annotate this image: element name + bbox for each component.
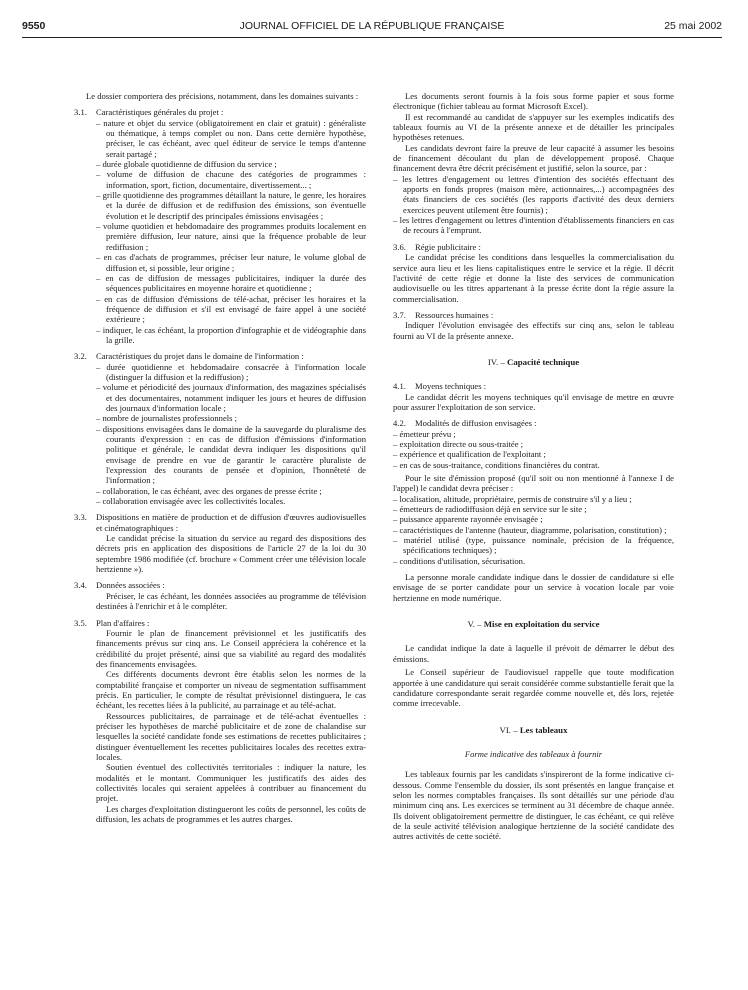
list-item: – exploitation directe ou sous-traitée ; — [393, 438, 524, 449]
section-3-1-heading: 3.1. Caractéristiques générales du projet : — [74, 107, 224, 118]
paragraph: Ces différents documents devront être établis selon les normes de la comptabilité française et comporter un niveau de segmentation suffisamment précis. En particulier, le compte de résultat prévisionnel distinguera, le cas échéant, les recettes liées à la publicité, au parrainage et au télé-achat. — [96, 669, 366, 711]
section-4-1-heading: 4.1. Moyens techniques : — [393, 381, 487, 392]
paragraph: Le Conseil supérieur de l'audiovisuel rappelle que toute modification apportée à une candidature qui serait considérée comme substantielle ferait que la candidature correspondante serait regardée comme nouvelle et, dès lors, rejetée comme irrecevable. — [393, 667, 674, 709]
paragraph: Les tableaux fournis par les candidats s'inspireront de la forme indicative ci-dessous. Comme l'ensemble du dossier, ils sont présentés en langue française et selon les normes comptables françaises. Ils sont détaillés sur une période d'au minimum cinq ans. Les exercices se terminent au 31 décembre de chaque année. Ils doivent obligatoirement permettre de distinguer, le cas échéant, ce qui relève de la seule activité télévision analogique hertzienne de la société candidate des autres activités de cette société. — [393, 769, 674, 842]
list-item: – les lettres d'engagement ou lettres d'intention d'établissements financiers en cas de recours à l'emprunt. — [393, 215, 674, 236]
section-3-3-text: Le candidat précise la situation du service au regard des dispositions des décrets pris en application des dispositions de l'article 27 de la loi du 30 septembre 1986 modifiée (cf. brochure « Comment créer une télévision locale hertzienne »). — [96, 533, 366, 575]
section-3-7-text: Indiquer l'évolution envisagée des effectifs sur cinq ans, selon le tableau fourni au VI de la présente annexe. — [393, 320, 674, 341]
list-item: – émetteurs de radiodiffusion déjà en service sur le site ; — [393, 504, 587, 515]
list-item: – conditions d'utilisation, sécurisation. — [393, 555, 526, 566]
section-4-1-text: Le candidat décrit les moyens techniques qu'il envisage de mettre en œuvre pour assurer l'exploitation de son service. — [393, 391, 674, 412]
paragraph: Pour le site d'émission proposé (qu'il soit ou non mentionné à l'annexe I de l'appel) le candidat devra préciser : — [393, 473, 674, 494]
section-3-6-heading: 3.6. Régie publicitaire : — [393, 241, 481, 252]
section-vi-title: VI. – Les tableaux — [499, 724, 568, 735]
section-3-4-heading: 3.4. Données associées : — [74, 580, 165, 591]
list-item: – émetteur prévu ; — [393, 428, 456, 439]
list-item: – grille quotidienne des programmes détaillant la nature, le genre, les horaires et la durée de diffusion et de rediffusion des émissions, son éventuelle évolution et le descriptif des principales émissions envisagées ; — [96, 190, 366, 221]
section-3-4-text: Préciser, le cas échéant, les données associées au programme de télévision destinées à l'enrichir et à le compléter. — [96, 590, 366, 612]
paragraph: Soutien éventuel des collectivités territoriales : indiquer la nature, les modalités et le montant. Communiquer les justificatifs des aides des collectivités locales qui seraient appelées à contribuer au financement du projet. — [96, 762, 366, 804]
section-v-title: V. – Mise en exploitation du service — [467, 619, 600, 630]
list-item: – nature et objet du service (obligatoirement en clair et gratuit) : généraliste ou thématique, à temps complet ou non. Dans cette dernière hypothèse, préciser, le cas échéant, avec quel éditeur de service le temps d'antenne serait partagé ; — [96, 117, 366, 159]
issue-date: 25 mai 2002 — [664, 20, 722, 32]
list-item: – volume de diffusion de chacune des catégories de programmes : information, sport, fiction, documentaire, divertissement... ; — [96, 169, 366, 190]
page-header — [22, 20, 722, 34]
list-item: – les lettres d'engagement ou lettres d'intention des sociétés effectuant des apports en fonds propres (maison mère, actionnaires,...) accompagnées des états financiers de ces sociétés (les rapports d'activité des deux derniers exercices peuvent utilement être fournis) ; — [393, 173, 674, 215]
section-4-2-heading: 4.2. Modalités de diffusion envisagées : — [393, 418, 537, 429]
page-number: 9550 — [22, 20, 46, 32]
list-item: – nombre de journalistes professionnels ; — [96, 413, 238, 424]
section-iv-title: IV. – Capacité technique — [487, 356, 580, 367]
paragraph: Il est recommandé au candidat de s'appuyer sur les exemples indicatifs des tableaux fournis au VI de la présente annexe et de détailler les principales hypothèses retenues. — [393, 111, 674, 143]
paragraph: Fournir le plan de financement prévisionnel et les justificatifs des financements prévus sur cinq ans. Le Conseil appréciera la cohérence et la crédibilité du projet présenté, ainsi que sa viabilité au regard des modalités des financements envisagées. — [96, 627, 366, 669]
header-rule — [22, 37, 722, 38]
list-item: – volume quotidien et hebdomadaire des programmes produits localement en première diffusion, leur nature, ainsi que la fréquence probable de leur rediffusion ; — [96, 221, 366, 252]
list-item: – expérience et qualification de l'exploitant ; — [393, 449, 546, 460]
list-item: – collaboration, le cas échéant, avec des organes de presse écrite ; — [96, 485, 322, 496]
list-item: – en cas de diffusion de messages publicitaires, indiquer la durée des séquences publicitaires en moyenne horaire et quotidienne ; — [96, 272, 366, 294]
list-item: – volume et périodicité des journaux d'information, des magazines spécialisés et des documentaires, notamment indiquer les jours et heures de diffusion des journaux d'information locale ; — [96, 382, 366, 413]
list-item: – en cas d'achats de programmes, préciser leur nature, le volume global de diffusion et, si possible, leur origine ; — [96, 252, 366, 273]
left-column — [74, 91, 366, 824]
list-item: – localisation, altitude, propriétaire, permis de construire s'il y a lieu ; — [393, 493, 632, 504]
list-item: – matériel utilisé (type, puissance nominale, précision de la fréquence, spécifications techniques) ; — [393, 535, 674, 556]
section-3-6-text: Le candidat précise les conditions dans lesquelles la commercialisation du service aura lieu et les liens capitalistiques entre le service et la régie. Il décrit l'activité de cette régie et donne la liste des services de communication audiovisuelle ou les titres appartenant à la presse écrite dont la régie assure la commercialisation. — [393, 252, 674, 304]
right-column — [393, 91, 674, 842]
section-3-5-heading: 3.5. Plan d'affaires : — [74, 617, 150, 628]
paragraph: Les charges d'exploitation distingueront les coûts de personnel, les coûts de diffusion, les achats de programmes et les autres charges. — [96, 803, 366, 825]
section-3-7-heading: 3.7. Ressources humaines : — [393, 309, 494, 320]
list-item: – en cas de diffusion d'émissions de télé-achat, préciser les horaires et la fréquence de diffusion et s'il est envisagé de faire appel à une société extérieure ; — [96, 293, 366, 325]
paragraph: Les candidats devront faire la preuve de leur capacité à assumer les besoins de financement découlant du plan de développement proposé. Chaque financement devra être décrit précisément et justifié, selon la source, par : — [393, 142, 674, 174]
list-item: – puissance apparente rayonnée envisagée ; — [393, 514, 543, 525]
paragraph: La personne morale candidate indique dans le dossier de candidature si elle envisage de se porter candidate pour un service à vocation locale par voie hertzienne en mode numérique. — [393, 572, 674, 603]
list-item: – dispositions envisagées dans le domaine de la sauvegarde du pluralisme des courants d'expression : en cas de diffusion d'émissions d'information politique et générale, le candidat devra indiquer les dispositions qu'il envisage de prendre en vue de garantir le caractère pluraliste de l'expression des courants de pensée et d'opinion, l'honnêteté de l'information ; — [96, 423, 366, 486]
paragraph: Ressources publicitaires, de parrainage et de télé-achat éventuelles : préciser les hypothèses de marché publicitaire et de zone de chalandise sur lesquelles la société candidate fonde ses estimations de recettes publicitaires ; distinguer éventuellement les recettes publicitaires locales des recettes extra-locales. — [96, 710, 366, 762]
journal-title: JOURNAL OFFICIEL DE LA RÉPUBLIQUE FRANÇAISE — [239, 20, 505, 32]
section-3-2-heading: 3.2. Caractéristiques du projet dans le domaine de l'information : — [74, 351, 304, 362]
list-item: – durée quotidienne et hebdomadaire consacrée à l'information locale (distinguer la diffusion et la rediffusion) ; — [96, 361, 366, 382]
paragraph: Les documents seront fournis à la fois sous forme papier et sous forme électronique (fichier tableau au format Microsoft Excel). — [393, 91, 674, 112]
paragraph: Le candidat indique la date à laquelle il prévoit de démarrer le début des émissions. — [393, 643, 674, 664]
list-item: – indiquer, le cas échéant, la proportion d'infographie et de vidéographie dans la grille. — [96, 324, 366, 345]
section-3-3-heading: 3.3. Dispositions en matière de production et de diffusion d'œuvres audiovisuelles et cinématographiques : — [74, 512, 366, 533]
list-item: – en cas de sous-traitance, conditions financières du contrat. — [393, 459, 600, 470]
intro-paragraph: Le dossier comportera des précisions, notamment, dans les domaines suivants : — [86, 91, 359, 101]
section-vi-subtitle: Forme indicative des tableaux à fournir — [464, 748, 603, 759]
list-item: – collaboration envisagée avec les collectivités locales. — [96, 496, 286, 507]
list-item: – durée globale quotidienne de diffusion du service ; — [96, 159, 277, 170]
list-item: – caractéristiques de l'antenne (hauteur, diagramme, polarisation, constitution) ; — [393, 524, 667, 535]
